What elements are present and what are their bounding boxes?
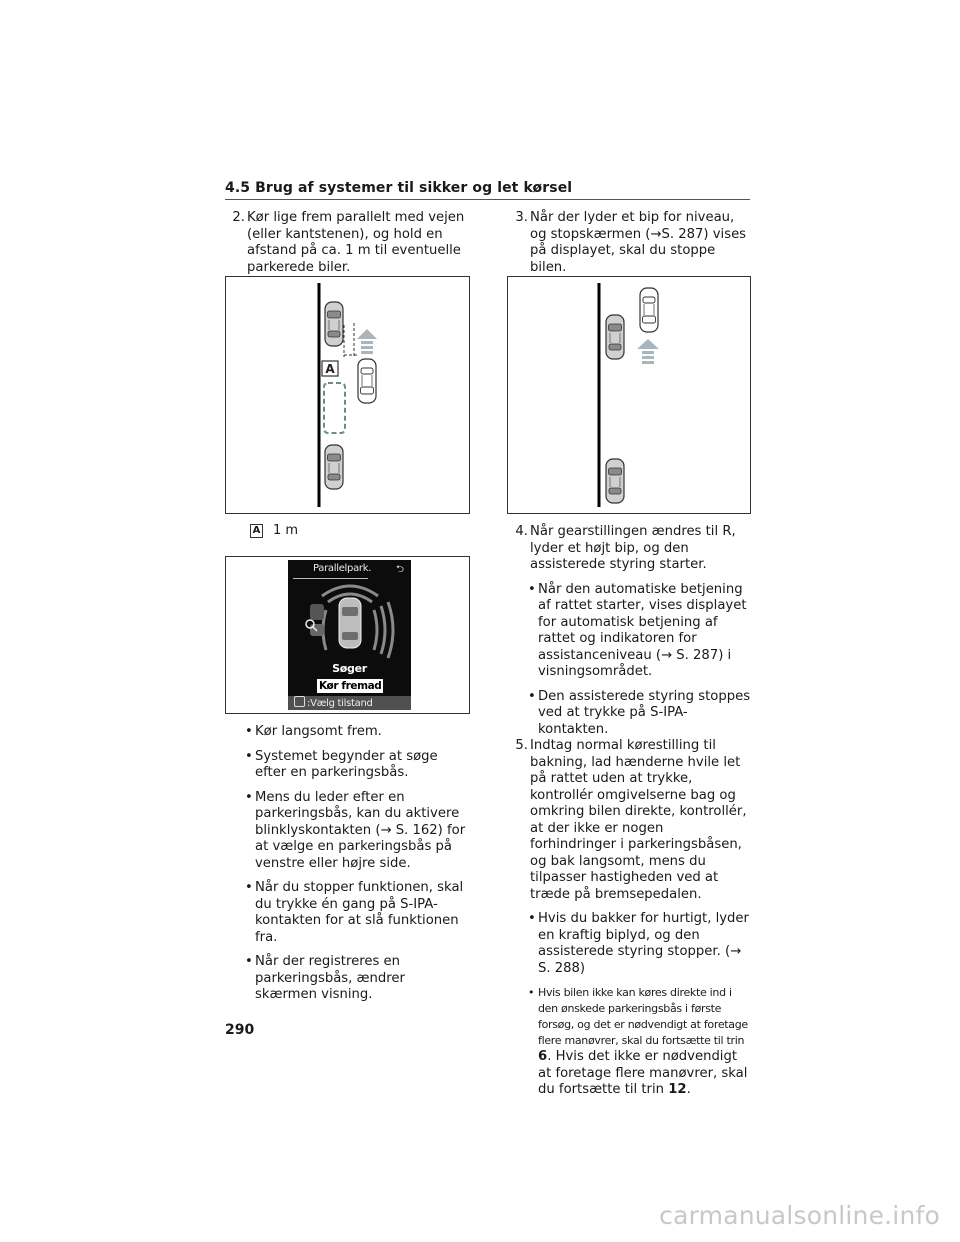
step-text: Når der lyder et bip for niveau, og stopskærmen (→S. 287) vises på displayet, skal du stoppe bilen. xyxy=(530,210,747,275)
section-title: 4.5 Brug af systemer til sikker og let kørsel xyxy=(225,180,573,196)
figure-display-screen xyxy=(225,556,470,714)
legend-a xyxy=(250,523,298,538)
left-bullets xyxy=(225,724,470,1004)
screen-instruction: Kør fremad xyxy=(319,680,382,692)
bullet-item: • Når der registreres en parkeringsbås, ændrer skærmen visning. xyxy=(245,954,470,1004)
bullet-condensed-text: Hvis bilen ikke kan køres direkte ind i den ønskede parkeringsbås i første forsøg, og det er nødvendigt at foretage flere manøvrer, skal du fortsætte til trin xyxy=(538,986,748,1047)
bullet-item: • Systemet begynder at søge efter en parkeringsbås. xyxy=(245,749,470,782)
step-3 xyxy=(508,210,753,276)
bullet-item: • Når du stopper funktionen, skal du trykke én gang på S-IPA-kontakten for at slå funktionen fra. xyxy=(245,880,470,946)
multi-info-display xyxy=(288,560,411,710)
step-5 xyxy=(508,738,753,903)
step-4 xyxy=(508,524,753,574)
mode-switch-icon xyxy=(294,696,305,707)
bullet-text: Systemet begynder at søge efter en parkeringsbås. xyxy=(255,748,438,780)
figure-stop-position xyxy=(507,276,751,514)
bullet-end: . xyxy=(686,1082,691,1097)
step-reference: 12 xyxy=(668,1082,687,1097)
step-number: 5. xyxy=(515,738,528,753)
figure-parallel-drive xyxy=(225,276,470,514)
right-column-top xyxy=(508,210,753,276)
parked-car-front xyxy=(606,315,624,359)
bullet-text: Når der registreres en parkeringsbås, ændrer skærmen visning. xyxy=(255,954,405,1002)
bullet-item: • Hvis du bakker for hurtigt, lyder en kraftig biplyd, og den assisterede styring stopper. (→ S. 288) xyxy=(528,911,753,977)
screen-title: Parallelpark. xyxy=(313,563,372,574)
forward-arrow xyxy=(637,339,659,364)
own-car xyxy=(640,288,658,332)
bullet-text xyxy=(538,985,753,1099)
bullet-continued-text: . Hvis det ikke er nødvendigt at foretage flere manøvrer, skal du fortsætte til trin xyxy=(538,1049,748,1097)
step-number: 2. xyxy=(232,210,245,225)
bullet-text: Kør langsomt frem. xyxy=(255,724,382,739)
bullet-item: • Når den automatiske betjening af rattet starter, vises displayet for automatisk betjening af rattet og indikatoren for assistanceniveau (→ S. 287) i visningsområdet. xyxy=(528,582,753,681)
screen-bar-text: :Vælg tilstand xyxy=(307,698,373,709)
step-text: Kør lige frem parallelt med vejen (eller kantstenen), og hold en afstand på ca. 1 m til eventuelle parkerede biler. xyxy=(247,210,465,275)
target-parking-space xyxy=(324,383,345,433)
step-2 xyxy=(225,210,470,276)
step-reference: 6 xyxy=(538,1049,548,1064)
header-rule xyxy=(225,199,750,200)
watermark: carmanualsonline.info xyxy=(659,1201,940,1230)
bullet-item: • Mens du leder efter en parkeringsbås, kan du aktivere blinklyskontakten (→ S. 162) for at vælge en parkeringsbås på venstre eller højre side. xyxy=(245,790,470,873)
bullet-text: Når den automatiske betjening af rattet starter, vises displayet for automatisk betjening af rattet og indikatoren for assistanceniveau (→ S. 287) i visningsområdet. xyxy=(538,581,747,679)
forward-arrow xyxy=(357,329,377,354)
bullet-item: • Hvis bilen ikke kan køres direkte ind i den ønskede parkeringsbås i første forsøg, og det er nødvendigt at foretage flere manøvrer, skal du fortsætte til trin 6. Hvis det ikke er nødvendigt at foretage flere manøvrer, skal du fortsætte til trin 12. xyxy=(528,985,753,1099)
parked-car-rear xyxy=(325,445,343,489)
search-icon xyxy=(306,620,314,628)
right-column-bottom xyxy=(508,524,753,1099)
screen-title-rule xyxy=(293,578,368,579)
bullet-text: Den assisterede styring stoppes ved at trykke på S-IPA-kontakten. xyxy=(538,688,751,737)
step-number: 3. xyxy=(515,210,528,225)
page-number: 290 xyxy=(225,1022,255,1038)
legend-marker: A xyxy=(250,524,263,538)
screen-status: Søger xyxy=(332,662,367,675)
step-number: 4. xyxy=(515,524,528,539)
back-icon: ⮌ xyxy=(395,564,404,575)
bullet-text: Mens du leder efter en parkeringsbås, kan du aktivere blinklyskontakten (→ S. 162) for at vælge en parkeringsbås på venstre eller højre side. xyxy=(255,789,466,871)
bullet-text: Når du stopper funktionen, skal du trykke én gang på S-IPA-kontakten for at slå funktionen fra. xyxy=(255,880,464,945)
own-car xyxy=(358,359,376,403)
bullet-item: • Den assisterede styring stoppes ved at trykke på S-IPA-kontakten. xyxy=(528,689,753,739)
parking-diagram-2 xyxy=(508,277,750,513)
bullet-text: Hvis du bakker for hurtigt, lyder en kraftig biplyd, og den assisterede styring stopper. (→ S. 288) xyxy=(538,911,749,976)
screen-bottom-bar xyxy=(288,696,411,710)
section-header xyxy=(225,180,750,200)
step-text: Indtag normal kørestilling til bakning, lad hænderne hvile let på rattet uden at trykke, kontrollér omgivelserne bag og omkring bilen direkte, kontrollér, at der ikke er nogen forhindringer i parkeringsbåsen, og bak langsomt, mens du tilpasser hastigheden ved at træde på bremsepedalen. xyxy=(530,738,747,902)
step-text: Når gearstillingen ændres til R, lyder et højt bip, og den assisterede styring starter. xyxy=(530,524,736,572)
bullet-item: • Kør langsomt frem. xyxy=(245,724,470,741)
label-a-text: A xyxy=(325,362,335,376)
parked-car-front xyxy=(325,302,343,346)
left-column xyxy=(225,210,470,276)
parked-car-rear xyxy=(606,459,624,503)
legend-text: 1 m xyxy=(273,523,299,538)
parking-diagram-1 xyxy=(226,277,469,513)
